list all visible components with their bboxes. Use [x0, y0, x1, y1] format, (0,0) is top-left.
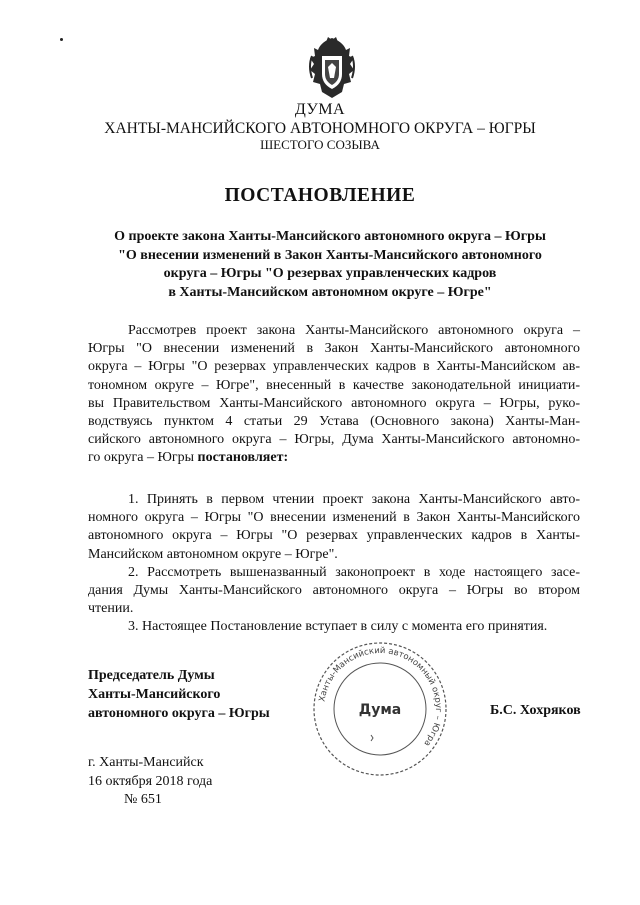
body-line: вы Правительством Ханты-Мансийского автономного округа – Югры, руко- — [88, 395, 580, 411]
document-subject — [80, 228, 580, 302]
item-line: автономного округа – Югры "О резервах управленческих кадров в Ханты- — [88, 528, 580, 544]
body-line: сийского автономного округа – Югры, Дума Ханты-Мансийского автономно- — [88, 432, 580, 448]
duma-heading: ДУМА — [294, 101, 346, 118]
item-line: Мансийском автономном округе – Югре". — [88, 546, 338, 562]
body-line: Рассмотрев проект закона Ханты-Мансийского автономного округа – — [128, 323, 580, 338]
okrug-heading: ХАНТЫ-МАНСИЙСКОГО АВТОНОМНОГО ОКРУГА – ЮГРЫ — [104, 120, 536, 137]
preamble-paragraph — [88, 322, 580, 468]
item-line: 2. Рассмотреть вышеназванный законопроект в ходе настоящего засе- — [128, 564, 580, 580]
resolves-keyword: постановляет: — [197, 450, 289, 466]
subject-line: в Ханты-Мансийском автономном округе – Югре" — [168, 284, 492, 300]
body-line: тономном округе – Югре", внесенный в качестве законодательной инициати- — [88, 377, 580, 393]
seal-ring-text: Ханты-Мансийский автономный округ – Югра — [317, 645, 444, 748]
stray-dot — [60, 38, 63, 41]
body-line: округа – Югры "О резервах управленческих кадров в Ханты-Мансийском ав- — [88, 359, 580, 375]
item-line: 1. Принять в первом чтении проект закона Ханты-Мансийского авто- — [128, 492, 580, 507]
place-date-block — [88, 754, 212, 810]
seal-center-text: Дума — [358, 702, 402, 718]
document-title: ПОСТАНОВЛЕНИЕ — [224, 185, 416, 206]
item-line: чтении. — [88, 601, 134, 617]
body-line-text: го округа – Югры — [88, 450, 198, 466]
item-line: 3. Настоящее Постановление вступает в силу с момента его принятия. — [128, 619, 548, 635]
subject-line: О проекте закона Ханты-Мансийского автономного округа – Югры — [114, 229, 546, 244]
signatory-line: Председатель Думы — [88, 668, 215, 683]
item-line: номного округа – Югры "О внесении изменений в Закон Ханты-Мансийского — [88, 510, 580, 526]
subject-line: "О внесении изменений в Закон Ханты-Мансийского автономного — [118, 247, 542, 263]
coat-of-arms-icon — [304, 34, 360, 102]
convocation-heading: ШЕСТОГО СОЗЫВА — [260, 137, 380, 152]
item-line: дания Думы Ханты-Мансийского автономного округа – Югры во втором — [88, 582, 580, 598]
subject-line: округа – Югры "О резервах управленческих кадров — [163, 266, 497, 281]
body-line: водствуясь пунктом 4 статьи 29 Устава (Основного закона) Ханты-Ман- — [88, 413, 580, 429]
signatory-line: Ханты-Мансийского — [88, 687, 221, 702]
document-number: № 651 — [124, 792, 162, 807]
city: г. Ханты-Мансийск — [88, 755, 204, 770]
signatory-title — [88, 666, 270, 723]
resolution-items — [88, 491, 580, 637]
date: 16 октября 2018 года — [88, 773, 213, 789]
signatory-line: автономного округа – Югры — [88, 706, 270, 721]
body-line — [88, 449, 580, 467]
official-seal — [311, 640, 449, 778]
signatory-name: Б.С. Хохряков — [490, 703, 581, 718]
body-line: Югры "О внесении изменений в Закон Ханты-Мансийского автономного — [88, 341, 580, 357]
